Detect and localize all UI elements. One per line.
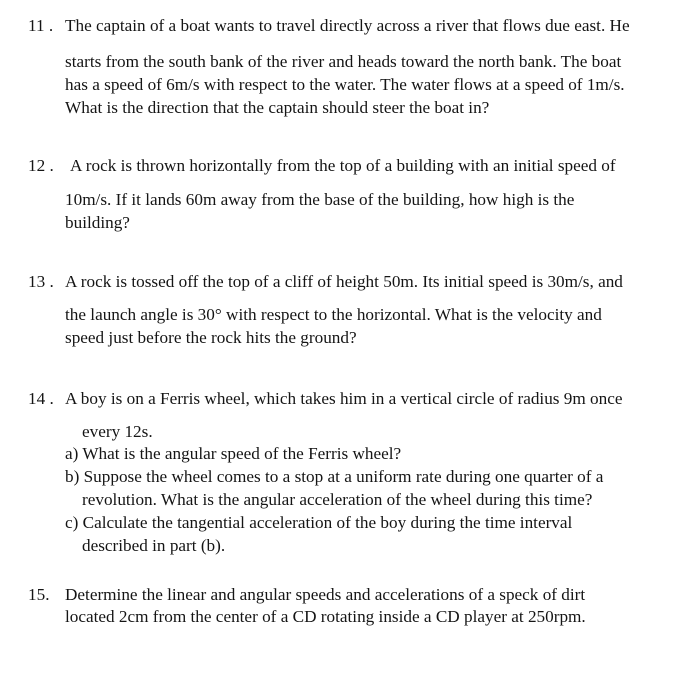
problem-number: 11 .	[28, 16, 54, 35]
problem-text-line: speed just before the rock hits the ground?	[65, 328, 357, 347]
problem-subpart-a: a) What is the angular speed of the Ferris wheel?	[65, 444, 402, 463]
problem-text-line: A rock is tossed off the top of a cliff of height 50m. Its initial speed is 30m/s, and	[65, 272, 623, 291]
problem-number: 14 .	[28, 389, 54, 408]
problem-text-line: The captain of a boat wants to travel directly across a river that flows due east. He	[65, 16, 630, 35]
problem-text-line: starts from the south bank of the river and heads toward the north bank. The boat	[65, 52, 622, 71]
problem-number: 15.	[28, 585, 50, 604]
problem-text-line: the launch angle is 30° with respect to the horizontal. What is the velocity and	[65, 305, 602, 324]
problem-number: 13 .	[28, 272, 54, 291]
problem-text-line: every 12s.	[82, 422, 153, 441]
problem-number: 12 .	[28, 156, 54, 175]
problem-text-line: building?	[65, 213, 130, 232]
problem-text-line: has a speed of 6m/s with respect to the water. The water flows at a speed of 1m/s.	[65, 75, 625, 94]
problem-text-line: A rock is thrown horizontally from the top of a building with an initial speed of	[70, 156, 616, 175]
problem-text-line: A boy is on a Ferris wheel, which takes him in a vertical circle of radius 9m once	[65, 389, 623, 408]
problem-text-line: located 2cm from the center of a CD rotating inside a CD player at 250rpm.	[65, 607, 586, 626]
problem-text-line: Determine the linear and angular speeds and accelerations of a speck of dirt	[65, 585, 586, 604]
problem-text-line: described in part (b).	[82, 536, 226, 555]
problem-text-line: revolution. What is the angular acceleration of the wheel during this time?	[82, 490, 593, 509]
problem-text-line: What is the direction that the captain should steer the boat in?	[65, 98, 490, 117]
problem-subpart-c: c) Calculate the tangential acceleration of the boy during the time interval	[65, 513, 573, 532]
problem-subpart-b: b) Suppose the wheel comes to a stop at a uniform rate during one quarter of a	[65, 467, 604, 486]
problem-text-line: 10m/s. If it lands 60m away from the base of the building, how high is the	[65, 190, 575, 209]
